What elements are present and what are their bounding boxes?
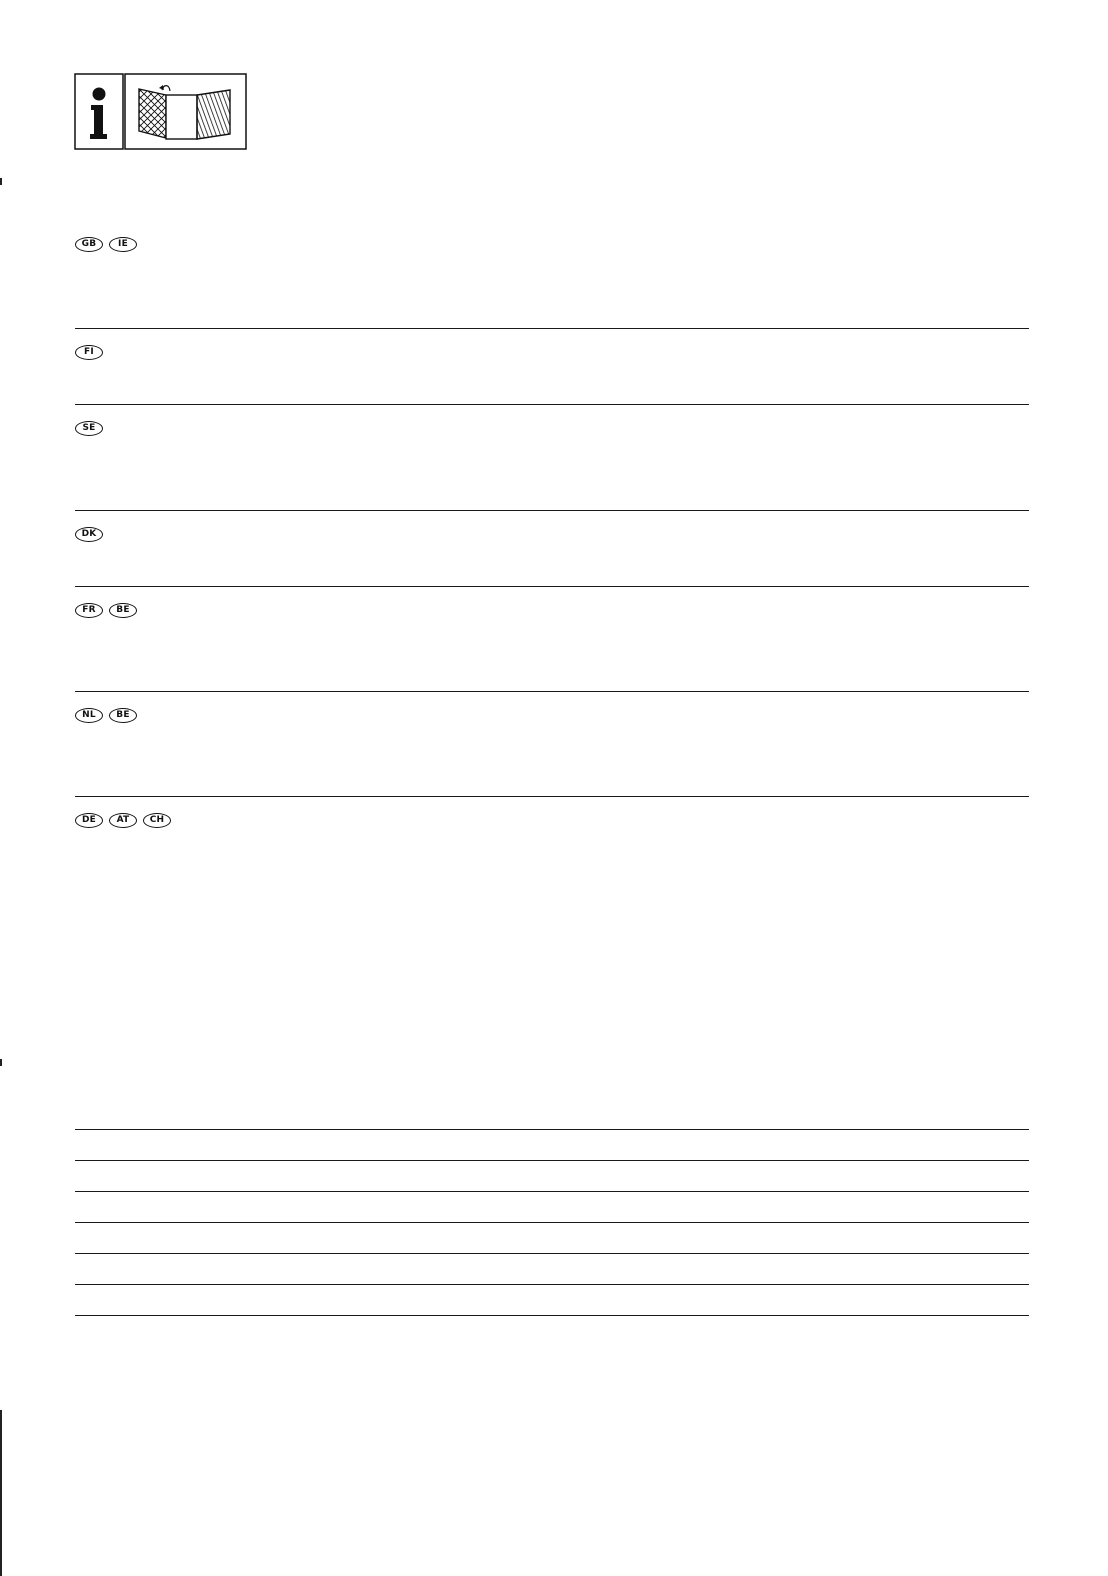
country-badge-at: AT [109,813,137,828]
country-badge-nl: NL [75,708,103,723]
ruled-line [75,1315,1029,1316]
section-fi [75,329,1029,405]
section-gb-ie [75,237,1029,329]
country-badge-fr: FR [75,603,103,618]
country-badge-be: BE [109,603,137,618]
ruled-line [75,1253,1029,1284]
country-badge-be: BE [109,708,137,723]
fold-out-manual-icon [125,74,246,149]
crop-mark [0,178,2,185]
language-sections [75,237,1029,837]
country-badge-dk: DK [75,527,103,542]
ruled-line [75,1222,1029,1253]
section-se [75,405,1029,511]
blank-ruled-lines [75,1129,1029,1316]
ruled-line [75,1284,1029,1315]
ruled-line [75,1160,1029,1191]
country-badge-gb: GB [75,237,103,252]
section-dk [75,511,1029,587]
country-badge-ie: IE [109,237,137,252]
crop-mark [0,1410,2,1576]
country-badge-se: SE [75,421,103,436]
info-icon [75,74,123,149]
section-de-at-ch [75,797,1029,837]
ruled-line [75,1129,1029,1160]
country-badge-fi: FI [75,345,103,360]
ruled-line [75,1191,1029,1222]
info-pictogram [74,73,247,150]
section-fr-be [75,587,1029,692]
section-nl-be [75,692,1029,797]
crop-mark [0,1059,2,1066]
country-badge-de: DE [75,813,103,828]
country-badge-ch: CH [143,813,171,828]
